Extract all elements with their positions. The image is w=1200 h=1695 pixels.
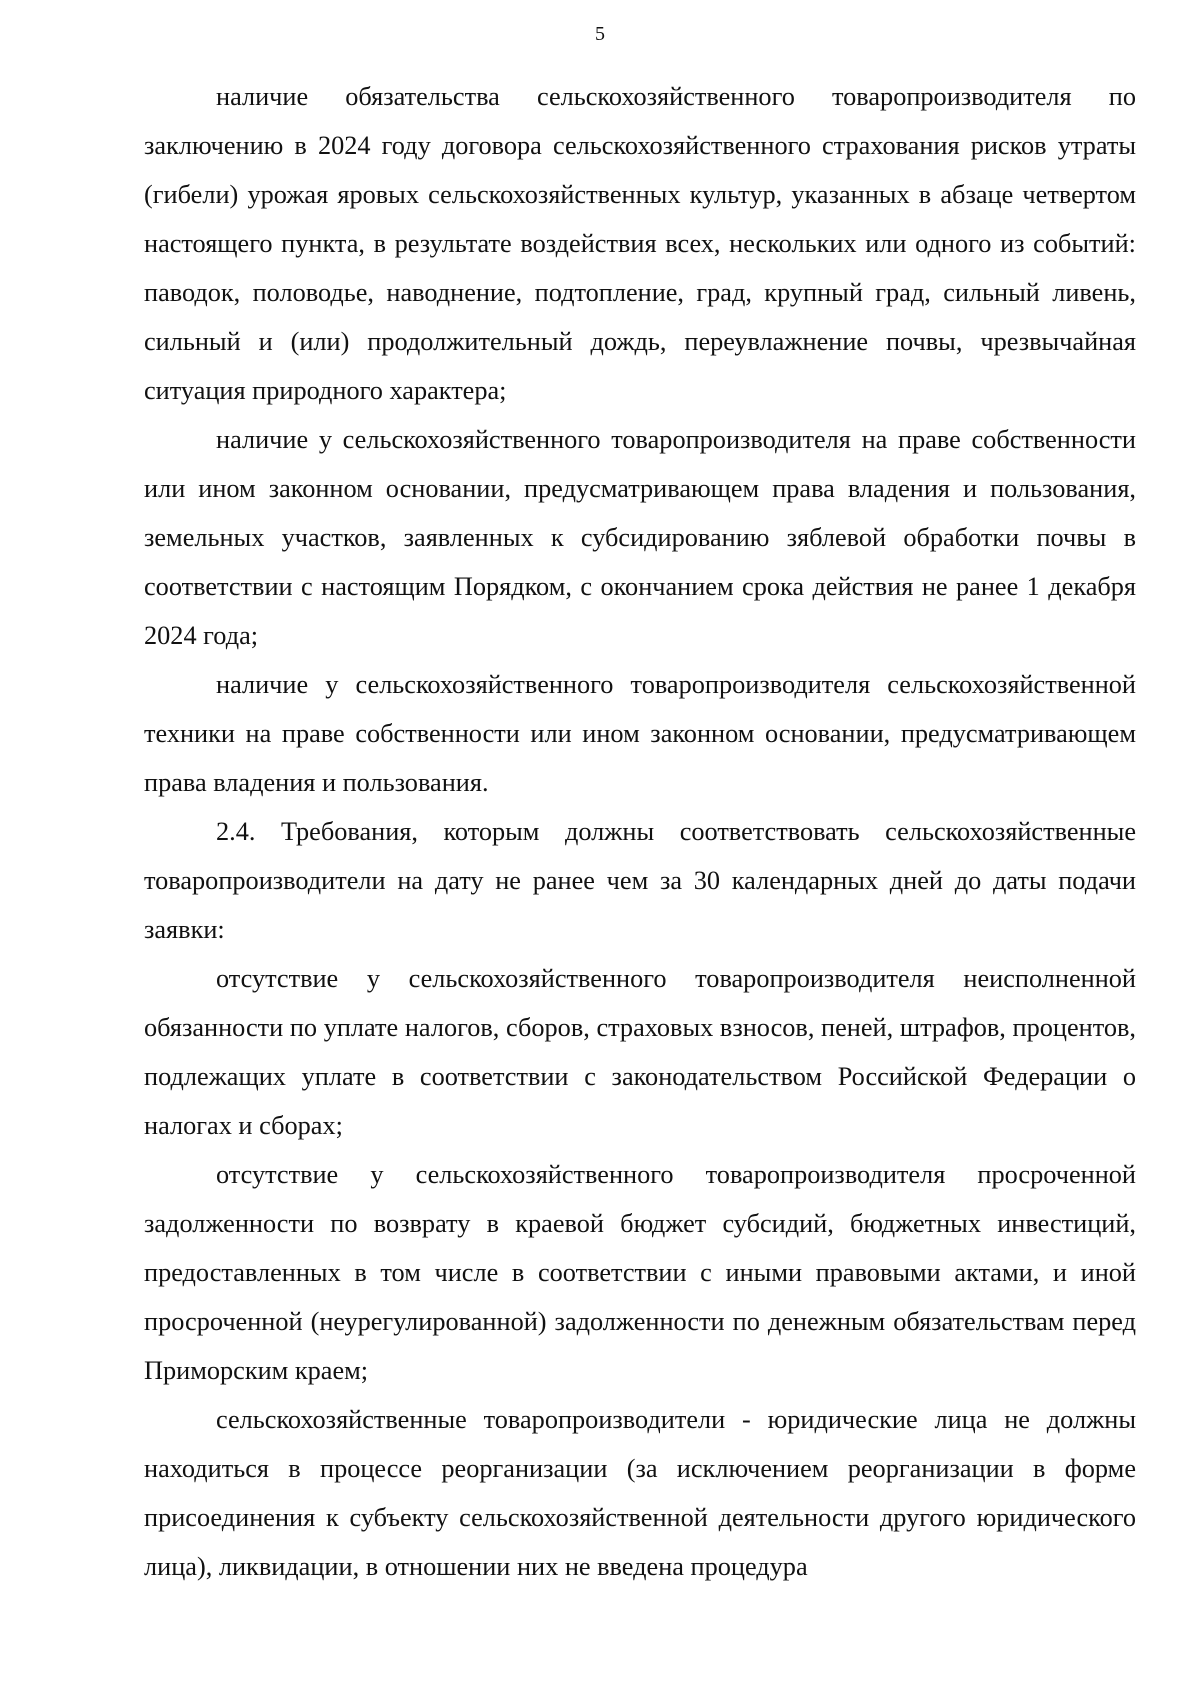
paragraph-tax-debt: отсутствие у сельскохозяйственного товаропроизводителя неисполненной обязанности по уплате налогов, сборов, страховых взносов, пеней, штрафов, процентов, подлежащих уплате в соответствии с законодательством Российской Федерации о налогах и сборах; bbox=[144, 964, 1136, 1140]
paragraph-land-plots: наличие у сельскохозяйственного товаропроизводителя на праве собственности или ином законном основании, предусматривающем права владения и пользования, земельных участков, заявленных к субсидированию зяблевой обработки почвы в соответствии с настоящим Порядком, с окончанием срока действия не ранее 1 декабря 2024 года; bbox=[144, 425, 1136, 650]
document-body bbox=[144, 72, 1136, 1591]
paragraph-insurance-obligation: наличие обязательства сельскохозяйственного товаропроизводителя по заключению в 2024 году договора сельскохозяйственного страхования рисков утраты (гибели) урожая яровых сельскохозяйственных культур, указанных в абзаце четвертом настоящего пункта, в результате воздействия всех, нескольких или одного из событий: паводок, половодье, наводнение, подтопление, град, крупный град, сильный ливень, сильный и (или) продолжительный дождь, переувлажнение почвы, чрезвычайная ситуация природного характера; bbox=[144, 82, 1136, 405]
paragraph-machinery: наличие у сельскохозяйственного товаропроизводителя сельскохозяйственной техники на праве собственности или ином законном основании, предусматривающем права владения и пользования. bbox=[144, 670, 1136, 797]
paragraph-reorganization: сельскохозяйственные товаропроизводители - юридические лица не должны находиться в процессе реорганизации (за исключением реорганизации в форме присоединения к субъекту сельскохозяйственной деятельности другого юридического лица), ликвидации, в отношении них не введена процедура bbox=[144, 1405, 1136, 1581]
paragraph-budget-debt: отсутствие у сельскохозяйственного товаропроизводителя просроченной задолженности по возврату в краевой бюджет субсидий, бюджетных инвестиций, предоставленных в том числе в соответствии с иными правовыми актами, и иной просроченной (неурегулированной) задолженности по денежным обязательствам перед Приморским краем; bbox=[144, 1160, 1136, 1385]
paragraph-section-2-4: 2.4. Требования, которым должны соответствовать сельскохозяйственные товаропроизводители на дату не ранее чем за 30 календарных дней до даты подачи заявки: bbox=[144, 817, 1136, 944]
page-number: 5 bbox=[595, 23, 605, 45]
